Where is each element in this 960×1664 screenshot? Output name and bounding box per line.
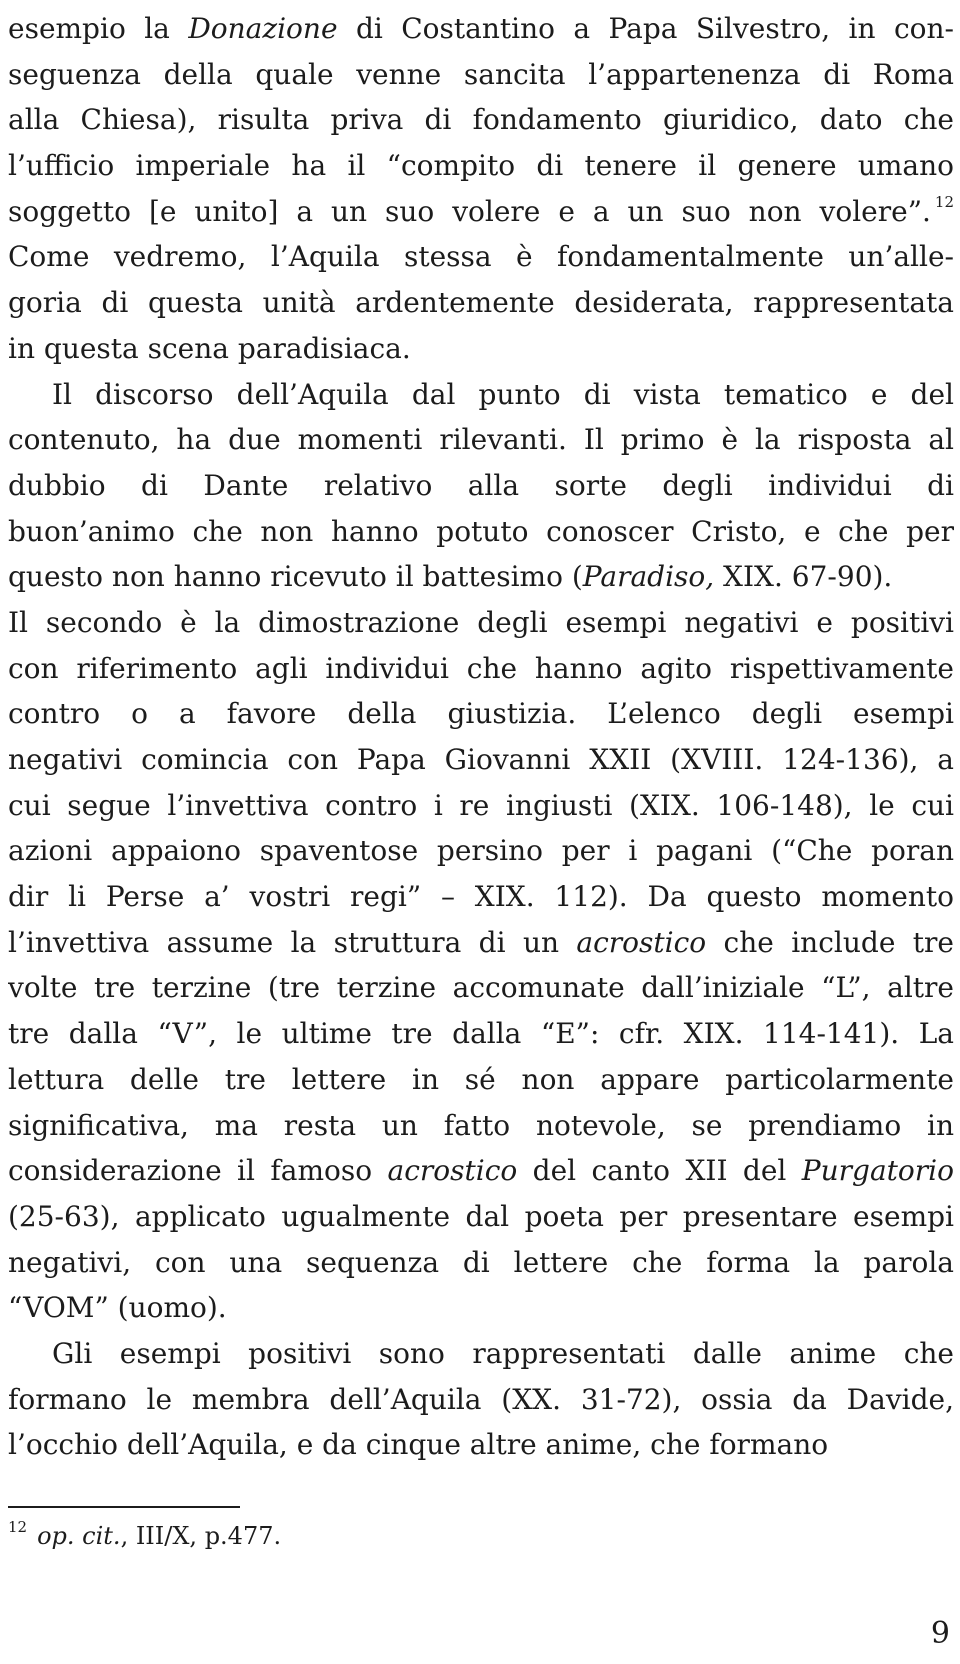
text-line bbox=[8, 920, 954, 966]
line-text: Come vedremo, l’Aquila stessa è fondamentalmente un’alle- bbox=[8, 240, 954, 274]
line-text: soggetto [e unito] a un suo volere e a un suo non volere”. bbox=[8, 194, 931, 228]
text-line bbox=[8, 1057, 954, 1103]
text-line bbox=[8, 1148, 954, 1194]
text-line bbox=[8, 189, 954, 235]
text-line bbox=[8, 509, 954, 555]
line-text: l’occhio dell’Aquila, e da cinque altre anime, che formano bbox=[8, 1428, 829, 1462]
text-line bbox=[8, 1103, 954, 1149]
body-text bbox=[8, 6, 954, 1468]
footnote-reference: 12 bbox=[934, 192, 954, 211]
line-text: questo non hanno ricevuto il battesimo ( bbox=[8, 560, 583, 594]
line-text: con riferimento agli individui che hanno agito rispettivamente bbox=[8, 651, 954, 685]
italic-title: Paradiso, bbox=[582, 560, 715, 594]
line-text: contenuto, ha due momenti rilevanti. Il primo è la risposta al bbox=[8, 423, 954, 457]
text-line bbox=[8, 1240, 954, 1286]
line-text: lettura delle tre lettere in sé non appare particolarmente bbox=[8, 1062, 954, 1096]
line-text: di Costantino a Papa Silvestro, in con- bbox=[337, 12, 954, 45]
text-line bbox=[8, 554, 954, 600]
line-text: Il secondo è la dimostrazione degli esempi negativi e positivi bbox=[8, 605, 954, 639]
line-text: che include tre bbox=[706, 925, 954, 959]
line-text: del canto XII del bbox=[517, 1154, 802, 1188]
line-text: l’ufficio imperiale ha il “compito di tenere il genere umano bbox=[8, 149, 954, 183]
text-line bbox=[8, 828, 954, 874]
line-text: significativa, ma resta un fatto notevole, se prendiamo in bbox=[8, 1108, 954, 1142]
line-text: (25-63), applicato ugualmente dal poeta per presentare esempi bbox=[8, 1199, 954, 1233]
text-line bbox=[8, 280, 954, 326]
text-line bbox=[8, 1194, 954, 1240]
line-text: XIX. 67-90). bbox=[714, 560, 893, 594]
text-line bbox=[8, 372, 954, 418]
line-text: “VOM” (uomo). bbox=[8, 1291, 227, 1325]
text-line bbox=[8, 1011, 954, 1057]
line-text: Gli esempi positivi sono rappresentati dalle anime che bbox=[52, 1336, 954, 1370]
line-text: considerazione il famoso bbox=[8, 1154, 388, 1188]
text-line bbox=[8, 326, 954, 372]
footnote bbox=[8, 1518, 281, 1554]
text-line bbox=[8, 1331, 954, 1377]
line-text: seguenza della quale venne sancita l’appartenenza di Roma bbox=[8, 57, 954, 91]
text-line bbox=[8, 737, 954, 783]
line-text: alla Chiesa), risulta priva di fondamento giuridico, dato che bbox=[8, 103, 954, 137]
footnote-citation-italic: op. cit. bbox=[37, 1522, 121, 1550]
text-line bbox=[8, 1422, 954, 1468]
line-text: tre dalla “V”, le ultime tre dalla “E”: cfr. XIX. 114-141). La bbox=[8, 1017, 954, 1051]
line-text: azioni appaiono spaventose persino per i pagani (“Che poran bbox=[8, 834, 954, 868]
line-text: in questa scena paradisiaca. bbox=[8, 331, 411, 365]
text-line bbox=[8, 783, 954, 829]
line-text: dir li Perse a’ vostri regi” – XIX. 112). Da questo momento bbox=[8, 880, 954, 914]
text-line bbox=[8, 691, 954, 737]
text-line bbox=[8, 1377, 954, 1423]
line-text: Il discorso dell’Aquila dal punto di vista tematico e del bbox=[52, 377, 954, 411]
line-text: esempio la bbox=[8, 12, 189, 45]
line-text: dubbio di Dante relativo alla sorte degli individui di bbox=[8, 468, 954, 502]
text-line bbox=[8, 97, 954, 143]
text-line bbox=[8, 52, 954, 98]
text-line bbox=[8, 965, 954, 1011]
text-line bbox=[8, 463, 954, 509]
italic-title: acrostico bbox=[387, 1154, 518, 1188]
line-text: negativi, con una sequenza di lettere che forma la parola bbox=[8, 1245, 954, 1279]
page-number: 9 bbox=[930, 1616, 950, 1651]
line-text: formano le membra dell’Aquila (XX. 31-72), ossia da Davide, bbox=[8, 1382, 954, 1416]
italic-title: Purgatorio bbox=[801, 1154, 954, 1188]
line-text: l’invettiva assume la struttura di un bbox=[8, 925, 577, 959]
line-text: volte tre terzine (tre terzine accomunate dall’iniziale “L”, altre bbox=[8, 971, 954, 1005]
italic-title: Donazione bbox=[188, 12, 338, 45]
line-text: goria di questa unità ardentemente desiderata, rappresentata bbox=[8, 286, 954, 320]
italic-title: acrostico bbox=[576, 925, 707, 959]
line-text: cui segue l’invettiva contro i re ingiusti (XIX. 106-148), le cui bbox=[8, 788, 954, 822]
line-text: buon’animo che non hanno potuto conoscer Cristo, e che per bbox=[8, 514, 954, 548]
footnote-divider bbox=[8, 1506, 240, 1508]
footnote-number: 12 bbox=[8, 1518, 28, 1536]
line-text: contro o a favore della giustizia. L’elenco degli esempi bbox=[8, 697, 954, 731]
text-line bbox=[8, 600, 954, 646]
text-line bbox=[8, 234, 954, 280]
text-line bbox=[8, 417, 954, 463]
line-text: negativi comincia con Papa Giovanni XXII (XVIII. 124-136), a bbox=[8, 743, 954, 776]
text-line bbox=[8, 874, 954, 920]
text-line bbox=[8, 143, 954, 189]
text-line bbox=[8, 646, 954, 692]
text-line bbox=[8, 6, 954, 52]
text-line bbox=[8, 1285, 954, 1331]
footnote-citation-rest: , III/X, p.477. bbox=[120, 1522, 282, 1550]
